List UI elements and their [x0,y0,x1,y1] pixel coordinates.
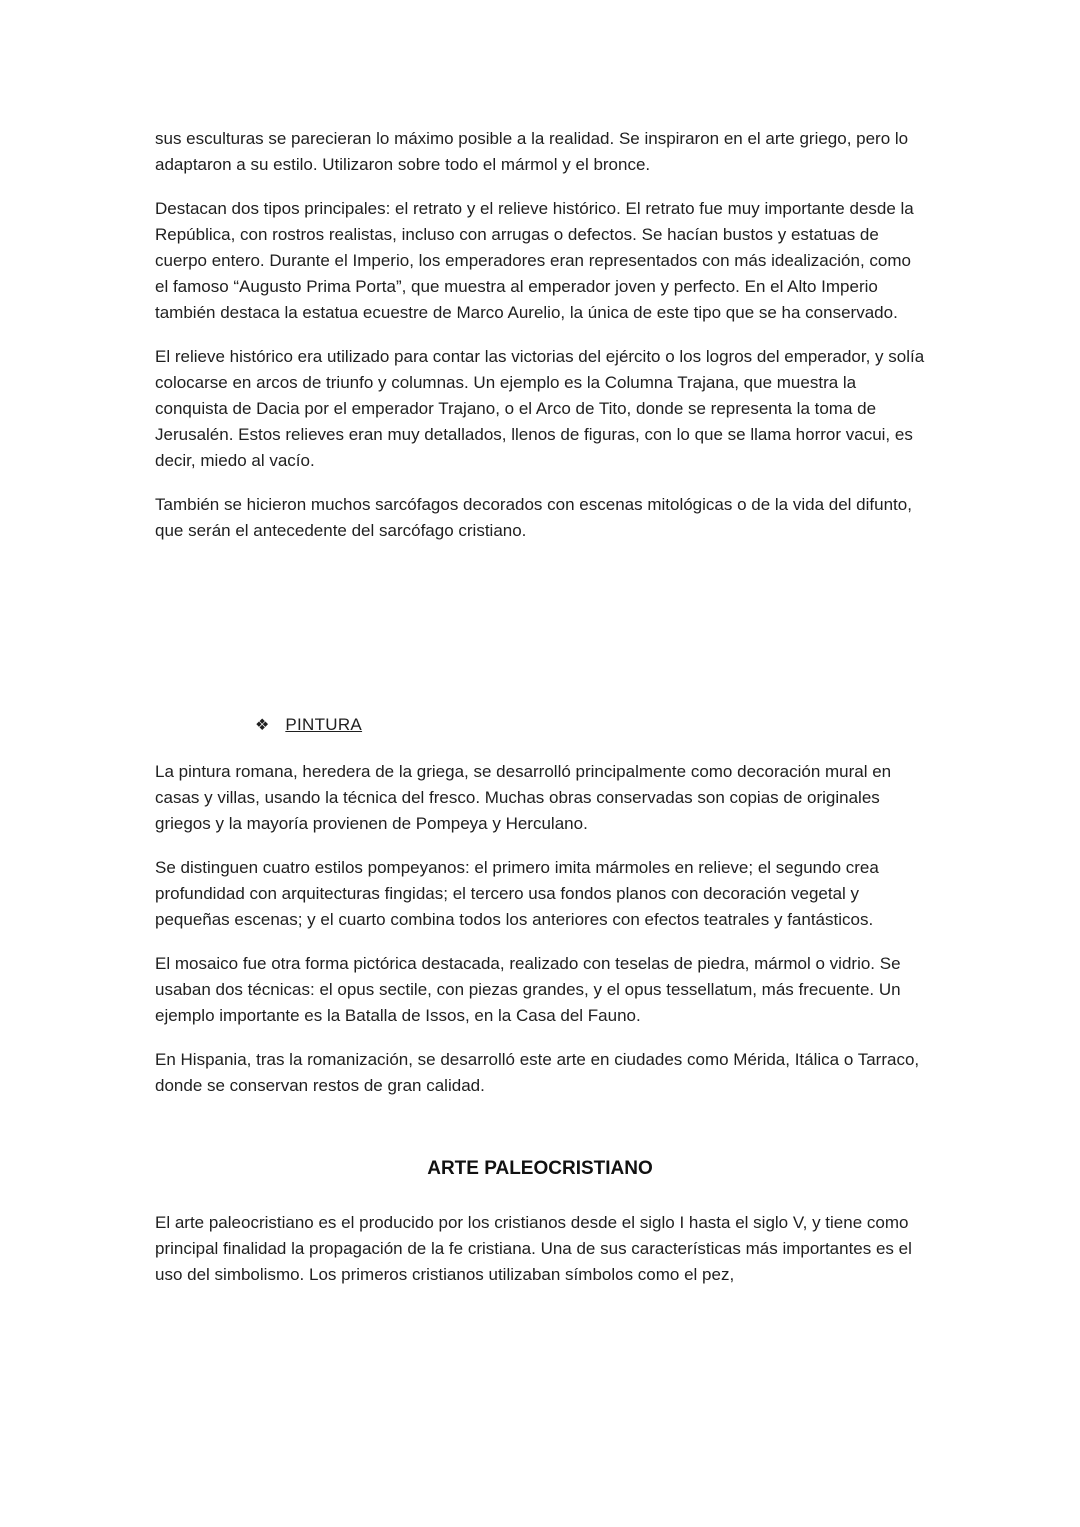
paragraph-estilos-pompeyanos: Se distinguen cuatro estilos pompeyanos: el primero imita mármoles en relieve; el segundo crea profundidad con arquitecturas fingidas; el tercero usa fondos planos con decoración vegetal y pequeñas escenas; y el cuarto combina todos los anteriores con efectos teatrales y fantásticos. [155,858,879,929]
section-heading-pintura-label: PINTURA [285,715,363,734]
paragraph-mosaico: El mosaico fue otra forma pictórica destacada, realizado con teselas de piedra, mármol o vidrio. Se usaban dos técnicas: el opus sectile, con piezas grandes, y el opus tessellatum, más frecuente. Un ejemplo importante es la Batalla de Issos, en la Casa del Fauno. [155,954,901,1025]
paragraph-sarcofagos: También se hicieron muchos sarcófagos decorados con escenas mitológicas o de la vida del difunto, que serán el antecedente del sarcófago cristiano. [155,495,912,540]
section-heading-pintura [255,712,925,739]
paragraph-retrato: Destacan dos tipos principales: el retrato y el relieve histórico. El retrato fue muy importante desde la República, con rostros realistas, incluso con arrugas o defectos. Se hacían bustos y estatuas de cuerpo entero. Durante el Imperio, los emperadores eran representados con más idealización, como el famoso “Augusto Prima Porta”, que muestra al emperador joven y perfecto. En el Alto Imperio también destaca la estatua ecuestre de Marco Aurelio, la única de este tipo que se ha conservado. [155,199,914,322]
section-heading-paleocristiano: ARTE PALEOCRISTIANO [427,1158,653,1179]
paragraph-pintura-intro: La pintura romana, heredera de la griega, se desarrolló principalmente como decoración mural en casas y villas, usando la técnica del fresco. Muchas obras conservadas son copias de originales griegos y la mayoría provienen de Pompeya y Herculano. [155,762,892,833]
paragraph-hispania: En Hispania, tras la romanización, se desarrolló este arte en ciudades como Mérida, Itálica o Tarraco, donde se conservan restos de gran calidad. [155,1050,920,1095]
paragraph-relieve-historico: El relieve histórico era utilizado para contar las victorias del ejército o los logros del emperador, y solía colocarse en arcos de triunfo y columnas. Un ejemplo es la Columna Trajana, que muestra la conquista de Dacia por el emperador Trajano, o el Arco de Tito, donde se representa la toma de Jerusalén. Estos relieves eran muy detallados, llenos de figuras, con lo que se llama horror vacui, es decir, miedo al vacío. [155,347,925,470]
diamond-bullet-icon: ❖ [255,717,270,734]
paragraph-sculpture-intro: sus esculturas se parecieran lo máximo posible a la realidad. Se inspiraron en el arte griego, pero lo adaptaron a su estilo. Utilizaron sobre todo el mármol y el bronce. [155,129,909,174]
paragraph-paleocristiano-intro: El arte paleocristiano es el producido por los cristianos desde el siglo I hasta el siglo V, y tiene como principal finalidad la propagación de la fe cristiana. Una de sus características más importantes es el uso del simbolismo. Los primeros cristianos utilizaban símbolos como el pez, [155,1213,912,1284]
